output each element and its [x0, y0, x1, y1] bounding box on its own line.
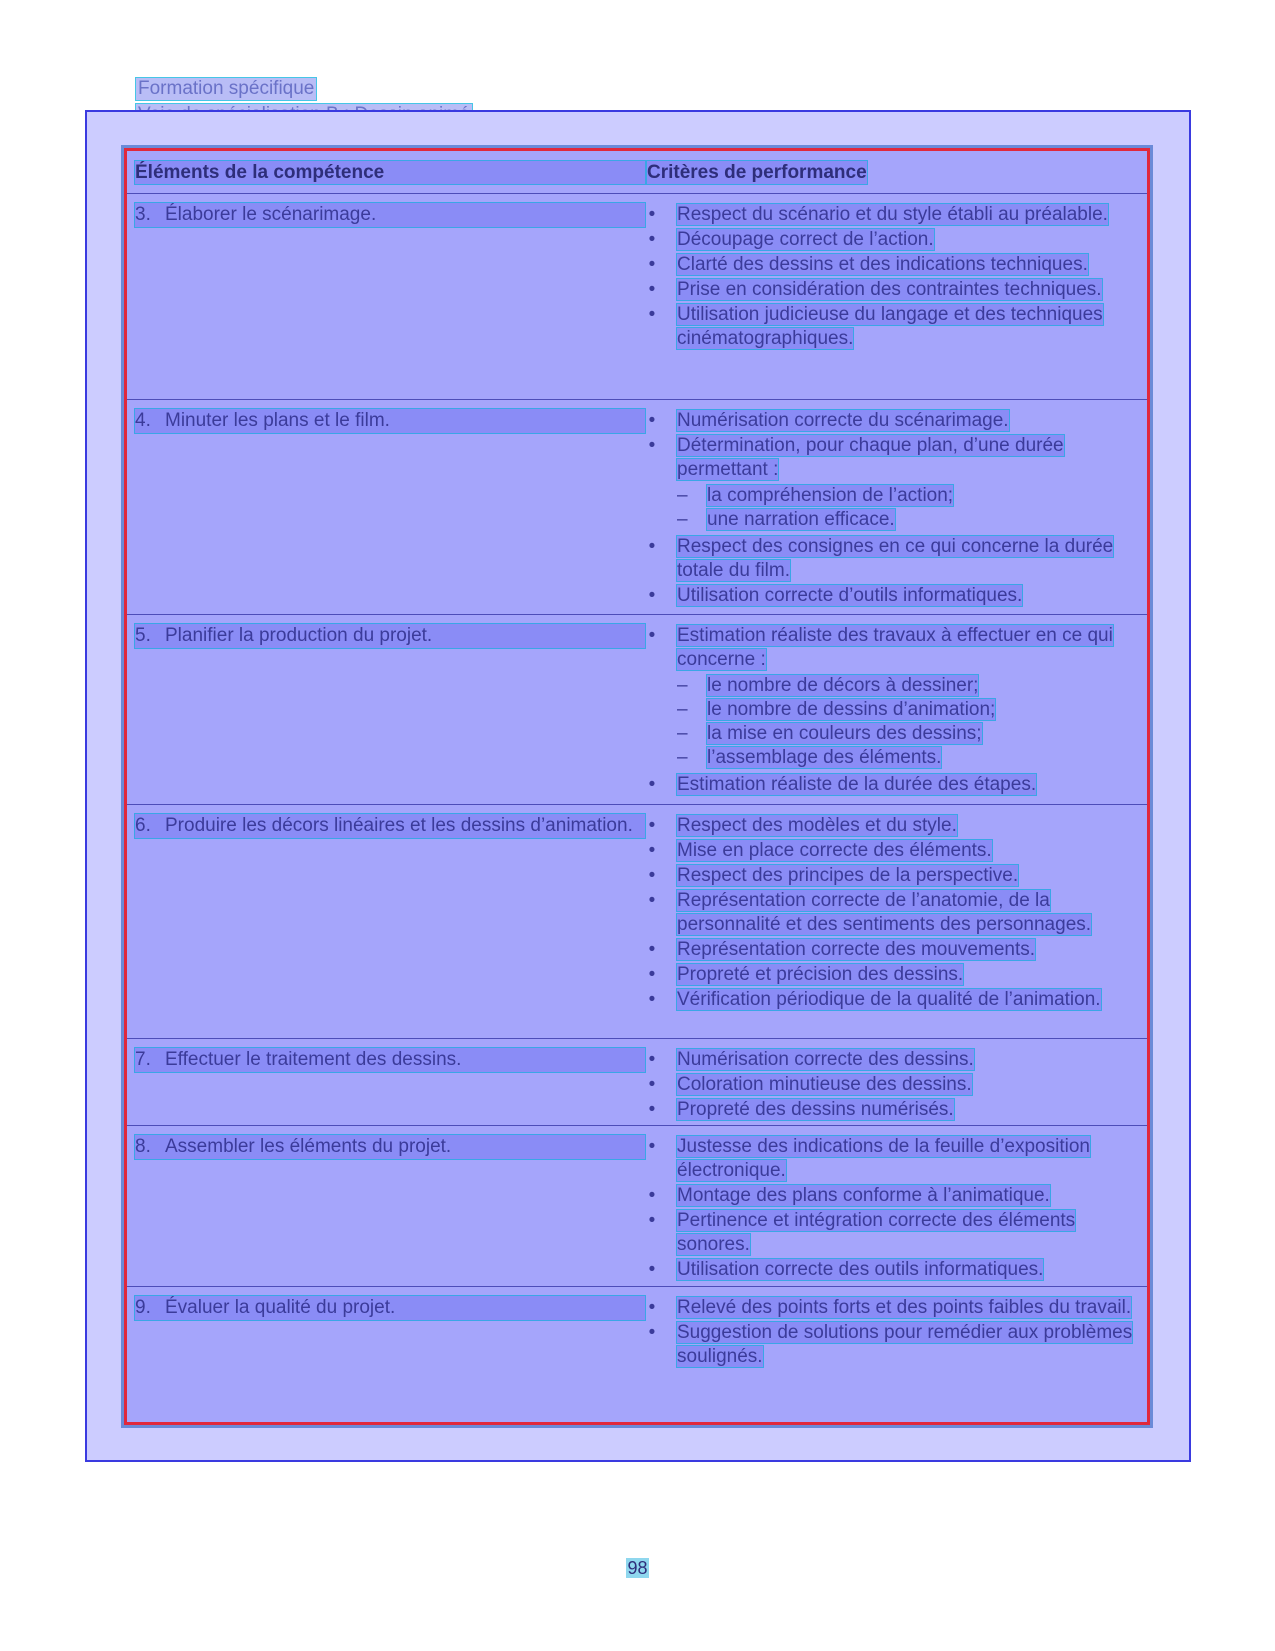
criterion-text: Représentation correcte des mouvements. — [677, 939, 1036, 960]
table-row — [127, 1286, 1147, 1419]
table-row — [127, 614, 1147, 805]
bullet-icon: • — [648, 204, 656, 225]
bullet-icon: • — [648, 585, 656, 606]
bullet-icon: • — [648, 1259, 656, 1280]
criterion-item — [647, 535, 1137, 583]
criterion-text: Coloration minutieuse des dessins. — [677, 1074, 972, 1095]
criterion-item — [647, 1184, 1137, 1208]
element-number: 4. — [135, 410, 151, 431]
criterion-text: Utilisation correcte d’outils informatiques. — [677, 585, 1023, 606]
criterion-text: Utilisation correcte des outils informatiques. — [677, 1259, 1044, 1280]
competence-element — [135, 1048, 645, 1072]
element-number: 6. — [135, 815, 151, 836]
criterion-subitem-text: l’assemblage des éléments. — [707, 747, 942, 768]
criterion-text: Estimation réaliste de la durée des étapes. — [677, 774, 1037, 795]
element-text: Assembler les éléments du projet. — [135, 1135, 645, 1159]
bullet-icon: • — [648, 939, 656, 960]
element-text: Effectuer le traitement des dessins. — [135, 1048, 645, 1072]
criteria-list — [647, 203, 1137, 352]
criterion-subitem — [677, 746, 1137, 770]
criterion-item — [647, 278, 1137, 302]
criterion-item — [647, 889, 1137, 937]
criteria-list — [647, 1135, 1137, 1283]
criterion-item — [647, 228, 1137, 252]
competence-element — [135, 1296, 645, 1320]
criteria-list — [647, 1296, 1137, 1370]
element-number: 9. — [135, 1297, 151, 1318]
criteria-list — [647, 409, 1137, 609]
bullet-icon: • — [648, 815, 656, 836]
criterion-text: Estimation réaliste des travaux à effectuer en ce qui concerne : — [677, 625, 1113, 670]
element-number: 7. — [135, 1049, 151, 1070]
criterion-item — [647, 1209, 1137, 1257]
criterion-item — [647, 864, 1137, 888]
criterion-text: Relevé des points forts et des points faibles du travail. — [677, 1297, 1132, 1318]
table-row — [127, 1125, 1147, 1287]
criterion-text: Propreté et précision des dessins. — [677, 964, 964, 985]
criterion-text: Utilisation judicieuse du langage et des techniques cinématographiques. — [677, 304, 1103, 349]
document-section-title: Formation spécifique — [135, 77, 317, 101]
criterion-subitem-text: la compréhension de l’action; — [707, 485, 954, 506]
criterion-item — [647, 303, 1137, 351]
criterion-text: Respect du scénario et du style établi au préalable. — [677, 204, 1108, 225]
criterion-subitem — [677, 484, 1137, 508]
criterion-item — [647, 253, 1137, 277]
criterion-item — [647, 839, 1137, 863]
table-row — [127, 804, 1147, 1039]
criterion-item — [647, 203, 1137, 227]
criterion-item — [647, 938, 1137, 962]
table-row — [127, 399, 1147, 615]
bullet-icon: • — [648, 1074, 656, 1095]
element-number: 5. — [135, 625, 151, 646]
criterion-item — [647, 409, 1137, 433]
criterion-text: Clarté des dessins et des indications techniques. — [677, 254, 1088, 275]
bullet-icon: • — [648, 840, 656, 861]
dash-icon: – — [677, 723, 688, 744]
criterion-item — [647, 1296, 1137, 1320]
bullet-icon: • — [648, 989, 656, 1010]
criterion-subitem-text: la mise en couleurs des dessins; — [707, 723, 982, 744]
bullet-icon: • — [648, 890, 656, 911]
competence-element — [135, 624, 645, 648]
bullet-icon: • — [648, 304, 656, 325]
competence-element — [135, 1135, 645, 1159]
bullet-icon: • — [648, 435, 656, 456]
criterion-subitem-text: une narration efficace. — [707, 509, 895, 530]
criterion-text: Propreté des dessins numérisés. — [677, 1099, 954, 1120]
criterion-item — [647, 1098, 1137, 1122]
element-number: 3. — [135, 204, 151, 225]
criterion-subitem — [677, 722, 1137, 746]
table-row — [127, 1038, 1147, 1126]
criterion-text: Numérisation correcte des dessins. — [677, 1049, 974, 1070]
element-text: Élaborer le scénarimage. — [135, 203, 645, 227]
dash-icon: – — [677, 509, 688, 530]
bullet-icon: • — [648, 1099, 656, 1120]
competence-element — [135, 203, 645, 227]
criterion-item — [647, 1321, 1137, 1369]
bullet-icon: • — [648, 774, 656, 795]
bullet-icon: • — [648, 1297, 656, 1318]
criterion-text: Respect des modèles et du style. — [677, 815, 957, 836]
criterion-item — [647, 624, 1137, 770]
criterion-item — [647, 988, 1137, 1012]
criterion-item — [647, 1135, 1137, 1183]
criterion-item — [647, 814, 1137, 838]
criterion-text: Montage des plans conforme à l’animatique. — [677, 1185, 1050, 1206]
criterion-text: Représentation correcte de l’anatomie, de la personnalité et des sentiments des personnages. — [677, 890, 1092, 935]
criterion-subitem-text: le nombre de décors à dessiner; — [707, 675, 979, 696]
column-heading-criteria: Critères de performance — [647, 162, 867, 183]
criterion-item — [647, 1073, 1137, 1097]
criterion-text: Suggestion de solutions pour remédier aux problèmes soulignés. — [677, 1322, 1133, 1367]
dash-icon: – — [677, 699, 688, 720]
element-text: Minuter les plans et le film. — [135, 409, 645, 433]
bullet-icon: • — [648, 865, 656, 886]
criterion-text: Numérisation correcte du scénarimage. — [677, 410, 1009, 431]
criterion-text: Prise en considération des contraintes techniques. — [677, 279, 1102, 300]
criterion-text: Respect des consignes en ce qui concerne la durée totale du film. — [677, 536, 1114, 581]
bullet-icon: • — [648, 1185, 656, 1206]
bullet-icon: • — [648, 254, 656, 275]
criterion-item — [647, 963, 1137, 987]
bullet-icon: • — [648, 229, 656, 250]
criterion-item — [647, 1258, 1137, 1282]
dash-icon: – — [677, 675, 688, 696]
criterion-text: Découpage correct de l’action. — [677, 229, 934, 250]
criterion-sublist — [677, 484, 1137, 532]
criterion-subitem — [677, 698, 1137, 722]
criterion-item — [647, 584, 1137, 608]
criterion-item — [647, 434, 1137, 532]
bullet-icon: • — [648, 1210, 656, 1231]
criterion-subitem-text: le nombre de dessins d’animation; — [707, 699, 996, 720]
dash-icon: – — [677, 485, 688, 506]
criterion-subitem — [677, 674, 1137, 698]
criterion-text: Justesse des indications de la feuille d’exposition électronique. — [677, 1136, 1090, 1181]
element-number: 8. — [135, 1136, 151, 1157]
page-number-container — [0, 1558, 1275, 1579]
table-header-row — [127, 151, 1147, 194]
dash-icon: – — [677, 747, 688, 768]
bullet-icon: • — [648, 410, 656, 431]
table-row — [127, 193, 1147, 400]
criteria-list — [647, 1048, 1137, 1123]
criterion-text: Respect des principes de la perspective. — [677, 865, 1019, 886]
criteria-list — [647, 624, 1137, 798]
competence-element — [135, 409, 645, 433]
criteria-list — [647, 814, 1137, 1013]
element-text: Planifier la production du projet. — [135, 624, 645, 648]
criterion-text: Détermination, pour chaque plan, d’une durée permettant : — [677, 435, 1064, 480]
bullet-icon: • — [648, 536, 656, 557]
criterion-item — [647, 1048, 1137, 1072]
page-number: 98 — [627, 1558, 648, 1578]
criterion-subitem — [677, 508, 1137, 532]
criterion-text: Mise en place correcte des éléments. — [677, 840, 992, 861]
criterion-sublist — [677, 674, 1137, 770]
bullet-icon: • — [648, 964, 656, 985]
bullet-icon: • — [648, 1322, 656, 1343]
bullet-icon: • — [648, 625, 656, 646]
bullet-icon: • — [648, 1136, 656, 1157]
element-text: Évaluer la qualité du projet. — [135, 1296, 645, 1320]
criterion-text: Vérification périodique de la qualité de l’animation. — [677, 989, 1101, 1010]
bullet-icon: • — [648, 1049, 656, 1070]
criterion-text: Pertinence et intégration correcte des éléments sonores. — [677, 1210, 1076, 1255]
bullet-icon: • — [648, 279, 656, 300]
competence-element — [135, 814, 645, 838]
competence-table — [124, 148, 1150, 1425]
element-text: Produire les décors linéaires et les dessins d’animation. — [135, 814, 645, 838]
column-heading-elements: Éléments de la compétence — [135, 161, 645, 184]
criterion-item — [647, 773, 1137, 797]
